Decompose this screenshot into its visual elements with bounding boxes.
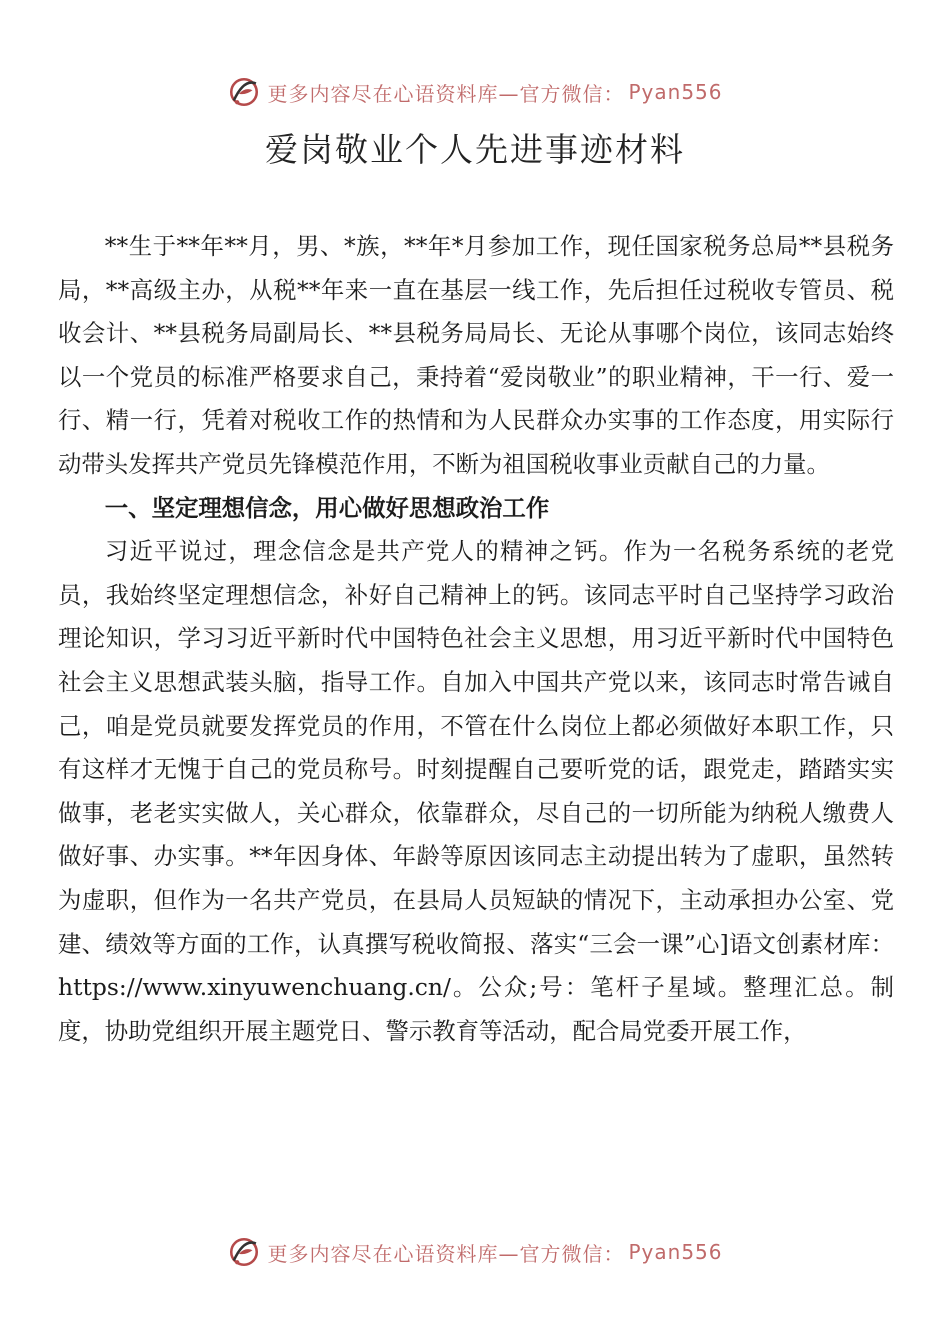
section-heading: 一、坚定理想信念，用心做好思想政治工作	[104, 493, 550, 522]
flower-logo-icon	[227, 1235, 261, 1269]
body-paragraph: 习近平说过，理念信念是共产党人的精神之钙。作为一名税务系统的老党员，我始终坚定理想信念，补好自己精神上的钙。该同志平时自己坚持学习政治理论知识，学习习近平新时代中国特色社会主义思想，用习近平新时代中国特色社会主义思想武装头脑，指导工作。自加入中国共产党以来，该同志时常告诫自己，咱是党员就要发挥党员的作用，不管在什么岗位上都必须做好本职工作，只有这样才无愧于自己的党员称号。时刻提醒自己要听党的话，跟党走，踏踏实实做事，老老实实做人，关心群众，依靠群众，尽自己的一切所能为纳税人缴费人做好事、办实事。**年因身体、年龄等原因该同志主动提出转为了虚职，虽然转为虚职，但作为一名共产党员，在县局人员短缺的情况下，主动承担办公室、党建、绩效等方面的工作，认真撰写税收简报、落实“三会一课”心]语文创素材库：https://www.xinyuwenchuang.cn/。公众;号：笔杆子星域。整理汇总。制度，协助党组织开展主题党日、警示教育等活动，配合局党委开展工作，	[58, 537, 894, 1045]
intro-paragraph: **生于**年**月，男、*族，**年*月参加工作，现任国家税务总局**县税务局，**高级主办，从税**年来一直在基层一线工作，先后担任过税收专管员、税收会计、**县税务局副局长、**县税务局局长、无论从事哪个岗位，该同志始终以一个党员的标准严格要求自己，秉持着“爱岗敬业”的职业精神，干一行、爱一行、精一行，凭着对税收工作的热情和为人民群众办实事的工作态度，用实际行动带头发挥共产党员先锋模范作用，不断为祖国税收事业贡献自己的力量。	[58, 232, 894, 478]
wechat-id: Pyan556	[628, 1240, 723, 1264]
document-body	[58, 225, 894, 1053]
flower-logo-icon	[227, 75, 261, 109]
header-watermark-banner	[0, 72, 950, 112]
banner-text: 更多内容尽在心语资料库—官方微信：	[267, 81, 625, 106]
document-title: 爱岗敬业个人先进事迹材料	[265, 130, 685, 169]
footer-watermark-banner	[0, 1232, 950, 1272]
wechat-id: Pyan556	[628, 80, 723, 104]
banner-text: 更多内容尽在心语资料库—官方微信：	[267, 1241, 625, 1266]
